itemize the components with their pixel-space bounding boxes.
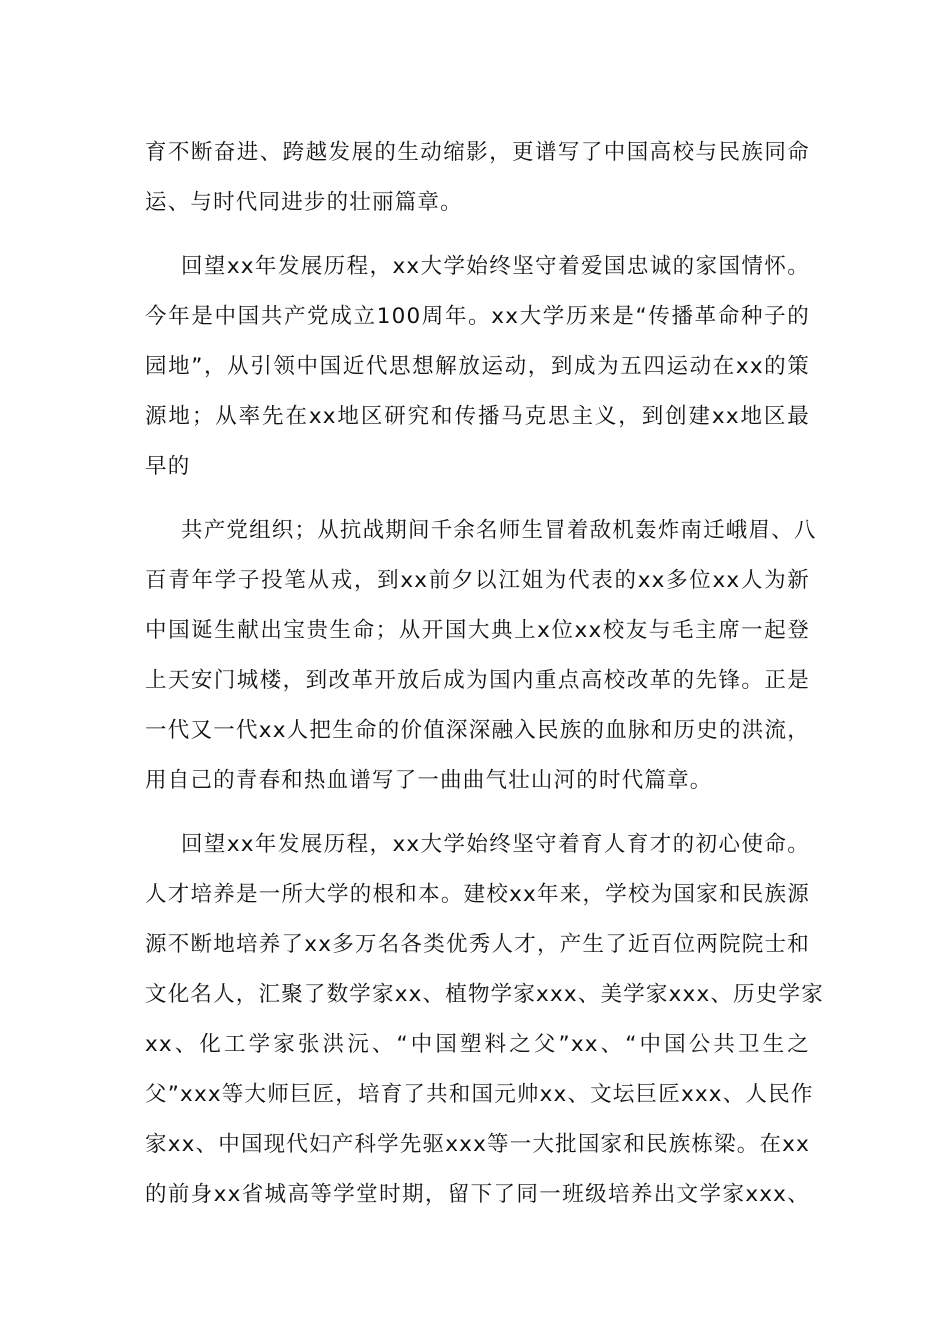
paragraph-line: 父”xxx等大师巨匠，培育了共和国元帅xx、文坛巨匠xxx、人民作: [145, 1082, 814, 1107]
paragraph-line: 源地；从率先在xx地区研究和传播马克思主义，到创建xx地区最: [145, 404, 810, 429]
paragraph-line: 中国诞生献出宝贵生命；从开国大典上x位xx校友与毛主席一起登: [145, 618, 810, 643]
paragraph-line: 源不断地培养了xx多万名各类优秀人才，产生了近百位两院院士和: [145, 932, 810, 957]
paragraph-line: 运、与时代同进步的壮丽篇章。: [145, 190, 463, 215]
paragraph-line: 上天安门城楼，到改革开放后成为国内重点高校改革的先锋。正是: [145, 668, 810, 693]
paragraph-line: 回望xx年发展历程，xx大学始终坚守着育人育才的初心使命。: [181, 832, 810, 857]
paragraph-line: 家xx、中国现代妇产科学先驱xxx等一大批国家和民族栋梁。在xx: [145, 1132, 810, 1157]
paragraph-line: 园地”，从引领中国近代思想解放运动，到成为五四运动在xx的策: [145, 354, 810, 379]
paragraph-line: 文化名人，汇聚了数学家xx、植物学家xxx、美学家xxx、历史学家: [145, 982, 824, 1007]
paragraph-line: xx、化工学家张洪沅、“中国塑料之父”xx、“中国公共卫生之: [145, 1032, 810, 1057]
paragraph-line: 百青年学子投笔从戎，到xx前夕以江姐为代表的xx多位xx人为新: [145, 568, 810, 593]
paragraph-line: 的前身xx省城高等学堂时期，留下了同一班级培养出文学家xxx、: [145, 1182, 810, 1207]
paragraph-line: 回望xx年发展历程，xx大学始终坚守着爱国忠诚的家国情怀。: [181, 254, 810, 279]
paragraph-line: 用自己的青春和热血谱写了一曲曲气壮山河的时代篇章。: [145, 768, 713, 793]
paragraph-line: 共产党组织；从抗战期间千余名师生冒着敌机轰炸南迁峨眉、八: [181, 518, 817, 543]
paragraph-line: 人才培养是一所大学的根和本。建校xx年来，学校为国家和民族源: [145, 882, 810, 907]
paragraph-line: 今年是中国共产党成立100周年。xx大学历来是“传播革命种子的: [145, 304, 810, 329]
paragraph-line: 早的: [145, 454, 191, 479]
paragraph-line: 一代又一代xx人把生命的价值深深融入民族的血脉和历史的洪流，: [145, 718, 810, 743]
paragraph-line: 育不断奋进、跨越发展的生动缩影，更谱写了中国高校与民族同命: [145, 140, 810, 165]
